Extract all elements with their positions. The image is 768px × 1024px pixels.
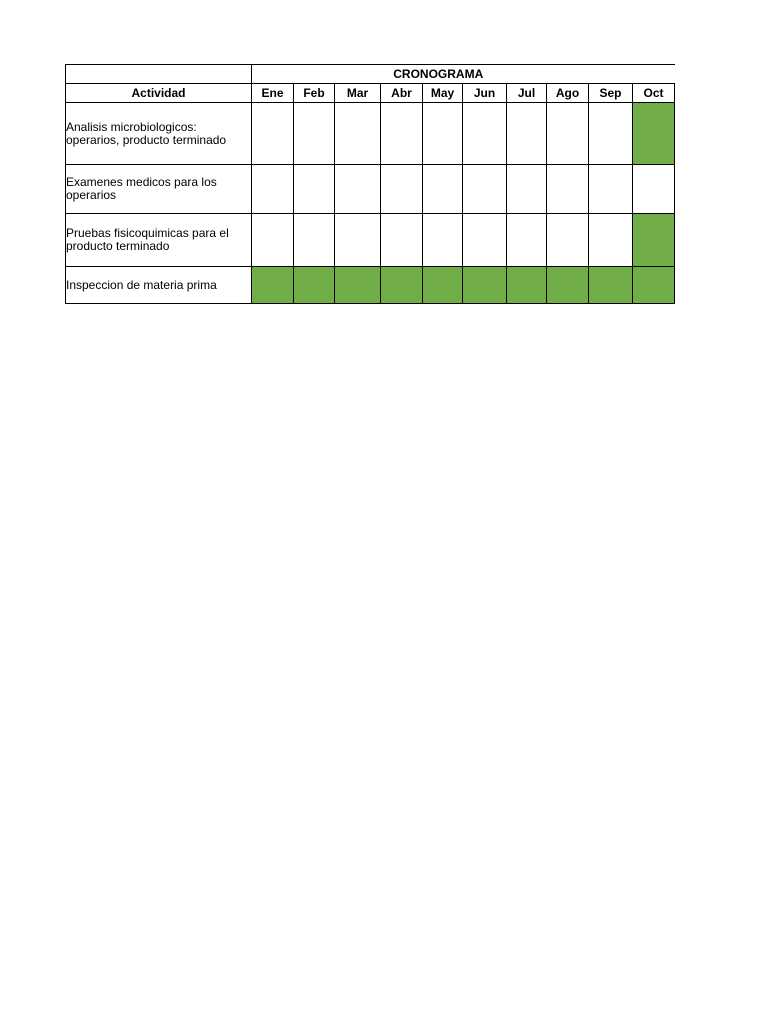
month-header-oct: Oct <box>633 84 675 103</box>
schedule-cell-active <box>335 267 381 304</box>
activity-label: Analisis microbiologicos: operarios, producto terminado <box>66 103 252 165</box>
schedule-cell-active <box>547 267 589 304</box>
schedule-cell <box>252 165 294 214</box>
schedule-cell <box>463 165 507 214</box>
schedule-cell <box>294 103 335 165</box>
schedule-cell <box>252 103 294 165</box>
month-header-sep: Sep <box>589 84 633 103</box>
schedule-cell <box>507 103 547 165</box>
activity-label: Inspeccion de materia prima <box>66 267 252 304</box>
schedule-cell <box>463 214 507 267</box>
schedule-cell-active <box>633 267 675 304</box>
schedule-cell <box>589 103 633 165</box>
schedule-cell <box>381 103 423 165</box>
schedule-cell <box>423 103 463 165</box>
schedule-cell <box>423 165 463 214</box>
schedule-cell <box>463 103 507 165</box>
schedule-cell <box>381 214 423 267</box>
month-header-ago: Ago <box>547 84 589 103</box>
schedule-cell-active <box>423 267 463 304</box>
schedule-cell-active <box>589 267 633 304</box>
schedule-cell-active <box>463 267 507 304</box>
table-row <box>66 267 675 304</box>
schedule-cell <box>547 165 589 214</box>
schedule-cell-active <box>381 267 423 304</box>
table-title: CRONOGRAMA <box>252 65 675 84</box>
schedule-cell <box>335 165 381 214</box>
month-header-jul: Jul <box>507 84 547 103</box>
table-row <box>66 214 675 267</box>
table-row <box>66 165 675 214</box>
table-row <box>66 103 675 165</box>
schedule-cell <box>294 214 335 267</box>
activity-header: Actividad <box>66 84 252 103</box>
schedule-cell <box>381 165 423 214</box>
schedule-cell-active <box>507 267 547 304</box>
schedule-cell-active <box>252 267 294 304</box>
schedule-cell-active <box>294 267 335 304</box>
month-header-may: May <box>423 84 463 103</box>
month-header-abr: Abr <box>381 84 423 103</box>
month-header-jun: Jun <box>463 84 507 103</box>
header-row <box>66 84 675 103</box>
month-header-feb: Feb <box>294 84 335 103</box>
schedule-cell <box>589 214 633 267</box>
schedule-cell-active <box>633 214 675 267</box>
title-row <box>66 65 675 84</box>
title-blank-cell <box>66 65 252 84</box>
schedule-cell <box>423 214 463 267</box>
month-header-mar: Mar <box>335 84 381 103</box>
schedule-cell <box>252 214 294 267</box>
schedule-cell <box>335 103 381 165</box>
activity-label: Examenes medicos para los operarios <box>66 165 252 214</box>
schedule-cell <box>633 165 675 214</box>
schedule-cell <box>547 103 589 165</box>
month-header-ene: Ene <box>252 84 294 103</box>
schedule-cell <box>507 214 547 267</box>
schedule-cell <box>547 214 589 267</box>
schedule-cell-active <box>633 103 675 165</box>
schedule-cell <box>589 165 633 214</box>
schedule-cell <box>294 165 335 214</box>
schedule-cell <box>335 214 381 267</box>
schedule-table <box>65 64 675 304</box>
schedule-cell <box>507 165 547 214</box>
activity-label: Pruebas fisicoquimicas para el producto terminado <box>66 214 252 267</box>
